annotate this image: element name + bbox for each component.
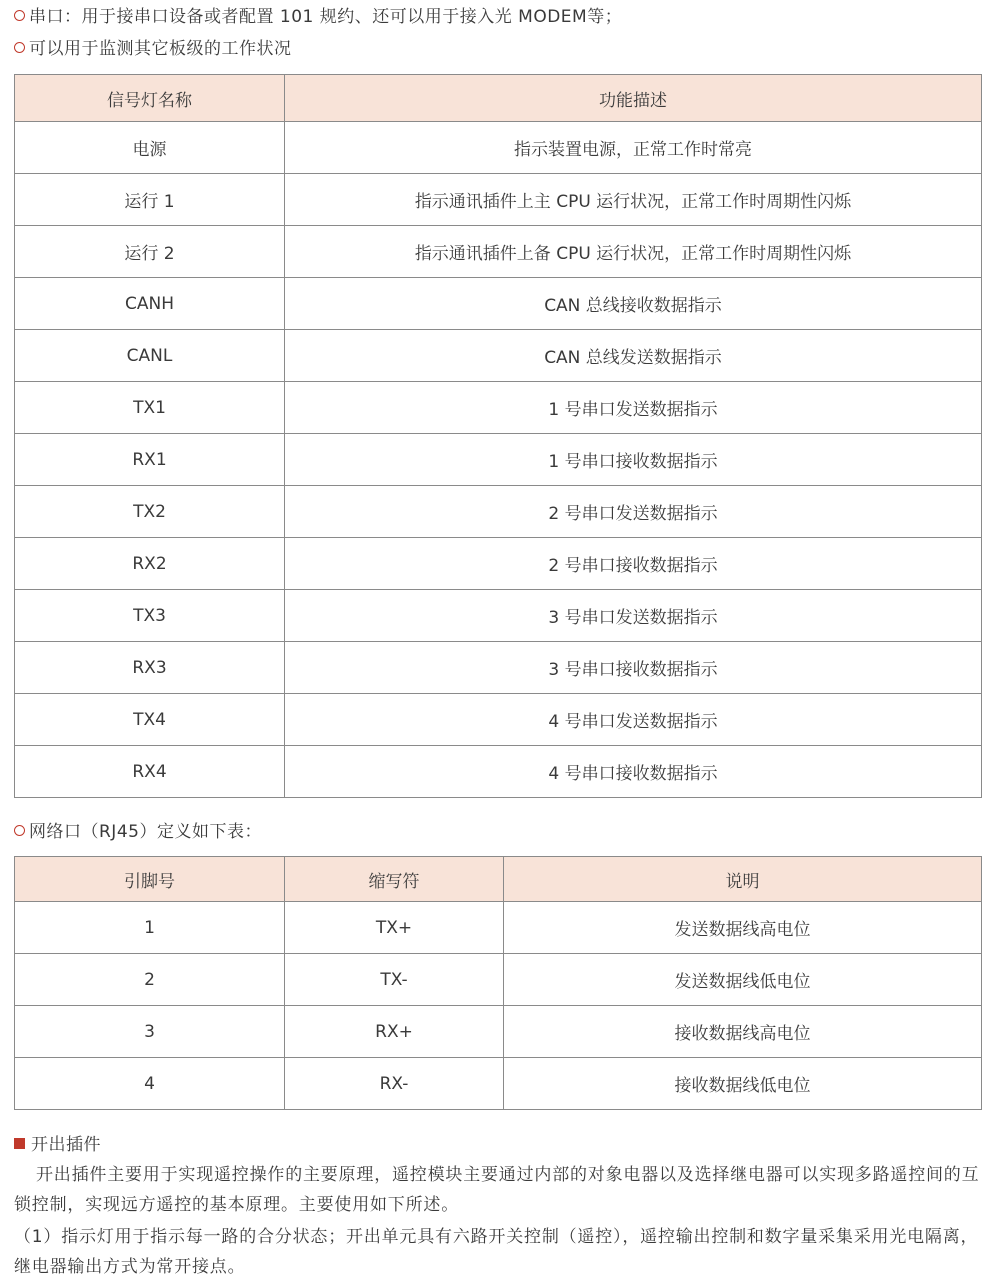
rj45-caption-line [14, 821, 262, 843]
table-row [15, 330, 982, 382]
intro-text-1: 串口：用于接串口设备或者配置 101 规约、还可以用于接入光 MODEM等； [29, 7, 623, 27]
table-row [15, 1006, 982, 1058]
table-row [15, 694, 982, 746]
led-cell: CAN 总线发送数据指示 [285, 330, 982, 382]
led-cell: 2 号串口接收数据指示 [285, 538, 982, 590]
table-row [15, 1058, 982, 1110]
rj45-table [14, 856, 982, 1110]
intro-line-monitor [14, 38, 292, 60]
rj45-cell: RX- [285, 1058, 504, 1110]
table-row [15, 278, 982, 330]
table-row [15, 954, 982, 1006]
rj45-header-pin: 引脚号 [15, 857, 285, 902]
table-row [15, 902, 982, 954]
table-row [15, 226, 982, 278]
rj45-cell: 3 [15, 1006, 285, 1058]
led-cell: 指示通讯插件上备 CPU 运行状况，正常工作时周期性闪烁 [285, 226, 982, 278]
rj45-cell: TX+ [285, 902, 504, 954]
led-cell: 运行 2 [15, 226, 285, 278]
led-cell: CANH [15, 278, 285, 330]
led-cell: TX4 [15, 694, 285, 746]
square-bullet-icon [14, 1138, 25, 1149]
section-paragraph-2: （1）指示灯用于指示每一路的合分状态；开出单元具有六路开关控制（遥控），遥控输出控制和数字量采集采用光电隔离，继电器输出方式为常开接点。 [14, 1227, 979, 1277]
rj45-table-body [15, 902, 982, 1110]
rj45-cell: RX+ [285, 1006, 504, 1058]
circle-bullet-icon [14, 42, 25, 53]
rj45-cell: 1 [15, 902, 285, 954]
rj45-cell: 2 [15, 954, 285, 1006]
intro-text-2: 可以用于监测其它板级的工作状况 [29, 39, 292, 59]
led-cell: RX3 [15, 642, 285, 694]
rj45-table-header-row [15, 857, 982, 902]
led-table-header-row [15, 75, 982, 122]
led-cell: 1 号串口接收数据指示 [285, 434, 982, 486]
led-cell: 1 号串口发送数据指示 [285, 382, 982, 434]
led-cell: RX4 [15, 746, 285, 798]
rj45-cell: TX- [285, 954, 504, 1006]
rj45-caption: 网络口（RJ45）定义如下表： [29, 822, 262, 842]
led-table-body [15, 122, 982, 798]
led-cell: 运行 1 [15, 174, 285, 226]
rj45-cell: 发送数据线低电位 [504, 954, 982, 1006]
rj45-cell: 发送数据线高电位 [504, 902, 982, 954]
table-row [15, 486, 982, 538]
led-cell: CANL [15, 330, 285, 382]
led-cell: 3 号串口接收数据指示 [285, 642, 982, 694]
led-header-name: 信号灯名称 [15, 75, 285, 122]
table-row [15, 382, 982, 434]
led-cell: RX1 [15, 434, 285, 486]
led-cell: 4 号串口接收数据指示 [285, 746, 982, 798]
rj45-cell: 接收数据线低电位 [504, 1058, 982, 1110]
led-cell: 4 号串口发送数据指示 [285, 694, 982, 746]
section-title: 开出插件 [31, 1135, 101, 1155]
rj45-header-desc: 说明 [504, 857, 982, 902]
led-cell: TX1 [15, 382, 285, 434]
led-cell: 指示通讯插件上主 CPU 运行状况，正常工作时周期性闪烁 [285, 174, 982, 226]
rj45-header-abbr: 缩写符 [285, 857, 504, 902]
circle-bullet-icon [14, 10, 25, 21]
rj45-cell: 接收数据线高电位 [504, 1006, 982, 1058]
table-row [15, 122, 982, 174]
led-cell: 2 号串口发送数据指示 [285, 486, 982, 538]
table-row [15, 434, 982, 486]
led-cell: 3 号串口发送数据指示 [285, 590, 982, 642]
intro-line-serial [14, 6, 622, 28]
led-cell: TX2 [15, 486, 285, 538]
led-cell: 电源 [15, 122, 285, 174]
led-table [14, 74, 982, 798]
table-row [15, 746, 982, 798]
led-cell: TX3 [15, 590, 285, 642]
led-cell: 指示装置电源，正常工作时常亮 [285, 122, 982, 174]
table-row [15, 538, 982, 590]
table-row [15, 642, 982, 694]
led-cell: CAN 总线接收数据指示 [285, 278, 982, 330]
rj45-cell: 4 [15, 1058, 285, 1110]
circle-bullet-icon [14, 825, 25, 836]
section-paragraph-1: 开出插件主要用于实现遥控操作的主要原理，遥控模块主要通过内部的对象电器以及选择继电器可以实现多路遥控间的互锁控制，实现远方遥控的基本原理。主要使用如下所述。 [14, 1165, 980, 1215]
table-row [15, 174, 982, 226]
section-heading [14, 1134, 101, 1156]
led-cell: RX2 [15, 538, 285, 590]
led-header-desc: 功能描述 [285, 75, 982, 122]
table-row [15, 590, 982, 642]
